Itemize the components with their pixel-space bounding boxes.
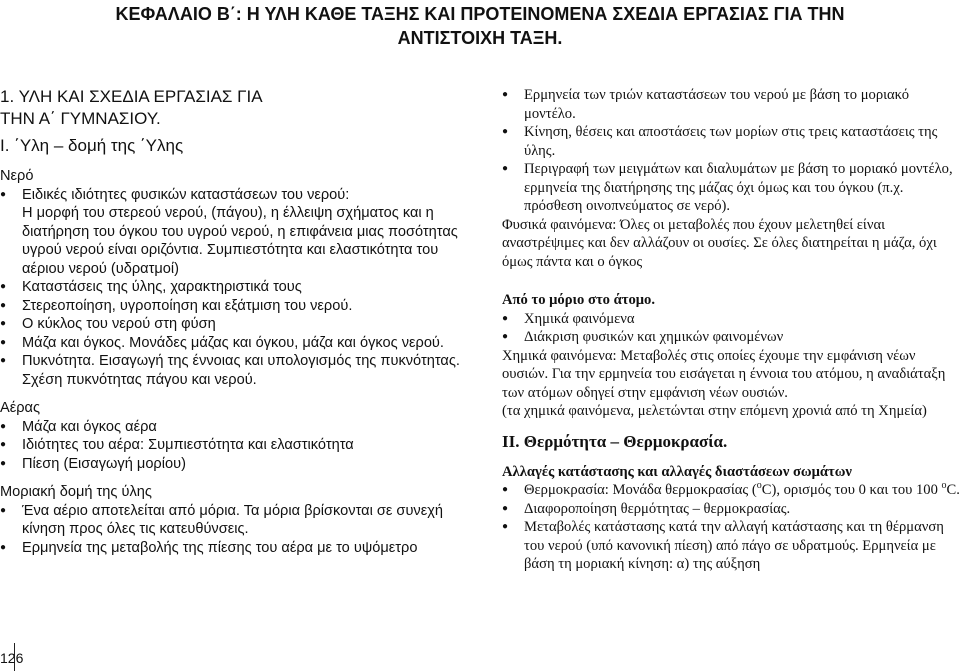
list-item: ● Καταστάσεις της ύλης, χαρακτηριστικά τους: [0, 278, 470, 297]
list-item: [0, 186, 470, 205]
list-item: ● Διάκριση φυσικών και χημικών φαινομένων: [502, 328, 960, 347]
list-item: ● Ερμηνεία της μεταβολής της πίεσης του αέρα με το υψόμετρο: [0, 539, 470, 558]
page-number: 126: [0, 650, 24, 666]
molecular-heading: Μοριακή δομή της ύλης: [0, 484, 152, 500]
list-item: ● Περιγραφή των μειγμάτων και διαλυμάτων με βάση το μοριακό μοντέλο, ερμηνεία της διατήρησης της μάζας όχι όμως και του όγκου (π.χ. πρόσθεση οινοπνεύματος σε νερό).: [502, 160, 960, 216]
degree-sup-2: o: [941, 480, 947, 492]
degree-sup-1: o: [756, 480, 762, 492]
right-column: [502, 86, 960, 574]
chemical-note: (τα χημικά φαινόμενα, μελετώνται στην επόμενη χρονιά από τη Χημεία): [502, 403, 927, 419]
water-list-more: [0, 278, 470, 389]
physical-phenomena-paragraph: Φυσικά φαινόμενα: Όλες οι μεταβολές που έχουν μελετηθεί είναι αναστρέψιμες και δεν αλλάζουν οι ουσίες. Σε όλες διατηρείται η μάζα, όχι όμως πάντα και ο όγκος: [502, 216, 937, 270]
list-item: ● Χημικά φαινόμενα: [502, 310, 960, 329]
list-item: [502, 481, 960, 500]
state-changes-list: [502, 481, 960, 574]
atom-heading: Από το μόριο στο άτομο.: [502, 292, 655, 308]
list-item: ● Ο κύκλος του νερού στη φύση: [0, 315, 470, 334]
list-item: ● Ιδιότητες του αέρα: Συμπιεστότητα και ελαστικότητα: [0, 436, 470, 455]
section-heading-1: 1. ΥΛΗ ΚΑΙ ΣΧΕΔΙΑ ΕΡΓΑΣΙΑΣ ΓΙΑ ΤΗΝ Α΄ ΓΥΜΝΑΣΙΟΥ.: [0, 87, 262, 128]
chapter-title-line2: ΑΝΤΙΣΤΟΙΧΗ ΤΑΞΗ.: [397, 28, 563, 48]
water-item1-intro: Ειδικές ιδιότητες φυσικών καταστάσεων του νερού:: [22, 186, 350, 203]
subsection-heading: Ι. ΄Υλη – δομή της ΄Υλης: [0, 136, 184, 155]
list-item: ● Ένα αέριο αποτελείται από μόρια. Τα μόρια βρίσκονται σε συνεχή κίνηση προς όλες τις κατευθύνσεις.: [0, 502, 470, 539]
list-item: ● Μάζα και όγκος. Μονάδες μάζας και όγκου, μάζα και όγκος νερού.: [0, 334, 470, 353]
chapter-title-line1: ΚΕΦΑΛΑΙΟ Β΄: Η ΥΛΗ ΚΑΘΕ ΤΑΞΗΣ ΚΑΙ ΠΡΟΤΕΙΝΟΜΕΝΑ ΣΧΕΔΙΑ ΕΡΓΑΣΙΑΣ ΓΙΑ ΤΗΝ: [115, 4, 845, 24]
temp-text-1: Θερμοκρασία: Μονάδα θερμοκρασίας (: [524, 482, 757, 498]
molecular-model-list: [502, 86, 960, 216]
section-heading-2: ΙΙ. Θερμότητα – Θερμοκρασία.: [502, 431, 728, 451]
left-column: [0, 86, 470, 557]
air-heading: Αέρας: [0, 400, 41, 416]
list-item: ● Μεταβολές κατάστασης κατά την αλλαγή κατάστασης και τη θέρμανση του νερού (υπό κανονική πίεση) από πάγο σε υδρατμούς. Ερμηνεία με βάση τη μοριακή κίνηση: α) της αύξηση: [502, 518, 960, 574]
list-item: ● Πίεση (Εισαγωγή μορίου): [0, 455, 470, 474]
temp-text-2: C), ορισμός του 0 και του 100: [761, 482, 942, 498]
chemical-phenomena-paragraph: Χημικά φαινόμενα: Μεταβολές στις οποίες έχουμε την εμφάνιση νέων ουσιών. Για την ερμηνεία του εισάγεται η έννοια του ατόμου, η αναδιάταξη των ατόμων οδηγεί στην εμφάνιση νέων ουσιών.: [502, 347, 946, 401]
water-list: [0, 186, 470, 205]
water-heading: Νερό: [0, 168, 34, 184]
molecular-list: [0, 502, 470, 558]
list-item: ● Κίνηση, θέσεις και αποστάσεις των μορίων στις τρεις καταστάσεις της ύλης.: [502, 123, 960, 160]
temp-text-3: C.: [946, 482, 960, 498]
chapter-title: [0, 0, 960, 50]
list-item: ● Μάζα και όγκος αέρα: [0, 418, 470, 437]
air-list: [0, 418, 470, 474]
list-item: ● Διαφοροποίηση θερμότητας – θερμοκρασίας.: [502, 500, 960, 519]
list-item: ● Ερμηνεία των τριών καταστάσεων του νερού με βάση το μοριακό μοντέλο.: [502, 86, 960, 123]
water-item1-body: Η μορφή του στερεού νερού, (πάγου), η έλλειψη σχήματος και η διατήρηση του όγκου του υγρού νερού, η επιφάνεια μιας ποσότητας υγρού νερού είναι οριζόντια. Συμπιεστότητα και ελαστικότητα του αέριου νερού (υδρατμοί): [22, 205, 458, 277]
state-changes-heading: Αλλαγές κατάστασης και αλλαγές διαστάσεων σωμάτων: [502, 463, 852, 480]
list-item: ● Πυκνότητα. Εισαγωγή της έννοιας και υπολογισμός της πυκνότητας. Σχέση πυκνότητας πάγου και νερού.: [0, 352, 470, 389]
atom-list: [502, 310, 960, 347]
list-item: ● Στερεοποίηση, υγροποίηση και εξάτμιση του νερού.: [0, 297, 470, 316]
